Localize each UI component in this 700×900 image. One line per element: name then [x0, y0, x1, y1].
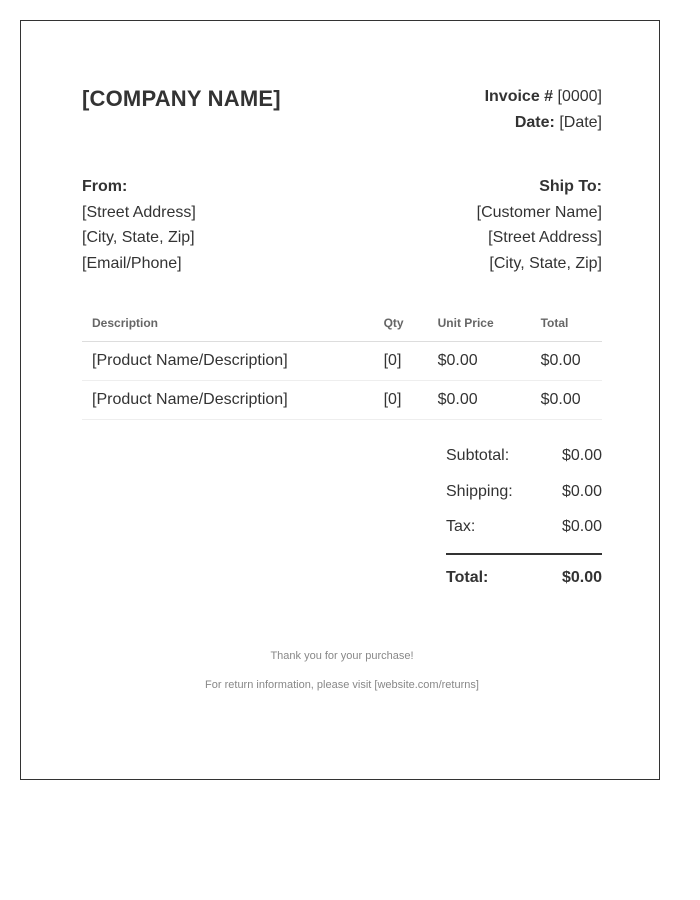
header-unit-price: Unit Price — [428, 307, 531, 342]
invoice-number-row — [485, 84, 602, 110]
grand-total-value: $0.00 — [561, 568, 602, 586]
totals-block — [446, 445, 602, 602]
from-email-phone: [Email/Phone] — [82, 254, 182, 272]
ship-to-city-state-zip: [City, State, Zip] — [489, 254, 602, 272]
from-street: [Street Address] — [82, 203, 196, 221]
grand-total-row — [446, 567, 602, 603]
invoice-meta — [485, 84, 602, 136]
invoice-date-row — [485, 110, 602, 136]
item-total: $0.00 — [531, 381, 602, 420]
header-total: Total — [531, 307, 602, 342]
totals-divider — [446, 553, 602, 555]
item-unit-price: $0.00 — [428, 381, 531, 420]
item-description: [Product Name/Description] — [82, 342, 374, 381]
ship-to-customer-name: [Customer Name] — [476, 203, 602, 221]
grand-total-label: Total: — [446, 568, 489, 586]
footer-returns-info: For return information, please visit [website.com/returns] — [205, 679, 479, 691]
line-items-table — [82, 307, 602, 420]
from-city-state-zip: [City, State, Zip] — [82, 229, 195, 246]
tax-value: $0.00 — [561, 518, 602, 535]
table-header-row — [82, 307, 602, 342]
item-description: [Product Name/Description] — [82, 381, 374, 420]
item-unit-price: $0.00 — [428, 342, 531, 381]
invoice-page — [20, 20, 660, 780]
ship-to-address-block — [477, 174, 602, 276]
header-qty: Qty — [374, 307, 428, 342]
shipping-label: Shipping: — [446, 482, 513, 500]
shipping-value: $0.00 — [561, 482, 602, 500]
header-description: Description — [82, 307, 374, 342]
footer-thanks: Thank you for your purchase! — [270, 650, 414, 662]
invoice-date-value: [Date] — [559, 114, 602, 131]
subtotal-row — [446, 445, 602, 481]
tax-label: Tax: — [446, 518, 476, 535]
from-address-block — [82, 174, 196, 276]
ship-to-street: [Street Address] — [488, 229, 602, 246]
table-row — [82, 342, 602, 381]
item-qty: [0] — [374, 381, 428, 420]
ship-to-heading: Ship To: — [539, 178, 602, 195]
company-name: [COMPANY NAME] — [82, 86, 281, 111]
shipping-row — [446, 481, 602, 517]
from-heading: From: — [82, 178, 128, 195]
subtotal-value: $0.00 — [561, 447, 602, 464]
subtotal-label: Subtotal: — [446, 447, 510, 464]
invoice-number-value: [0000] — [557, 88, 602, 105]
invoice-date-label: Date: — [514, 114, 555, 131]
invoice-number-label: Invoice # — [484, 88, 554, 105]
item-total: $0.00 — [531, 342, 602, 381]
table-row — [82, 381, 602, 420]
tax-row — [446, 516, 602, 552]
item-qty: [0] — [374, 342, 428, 381]
